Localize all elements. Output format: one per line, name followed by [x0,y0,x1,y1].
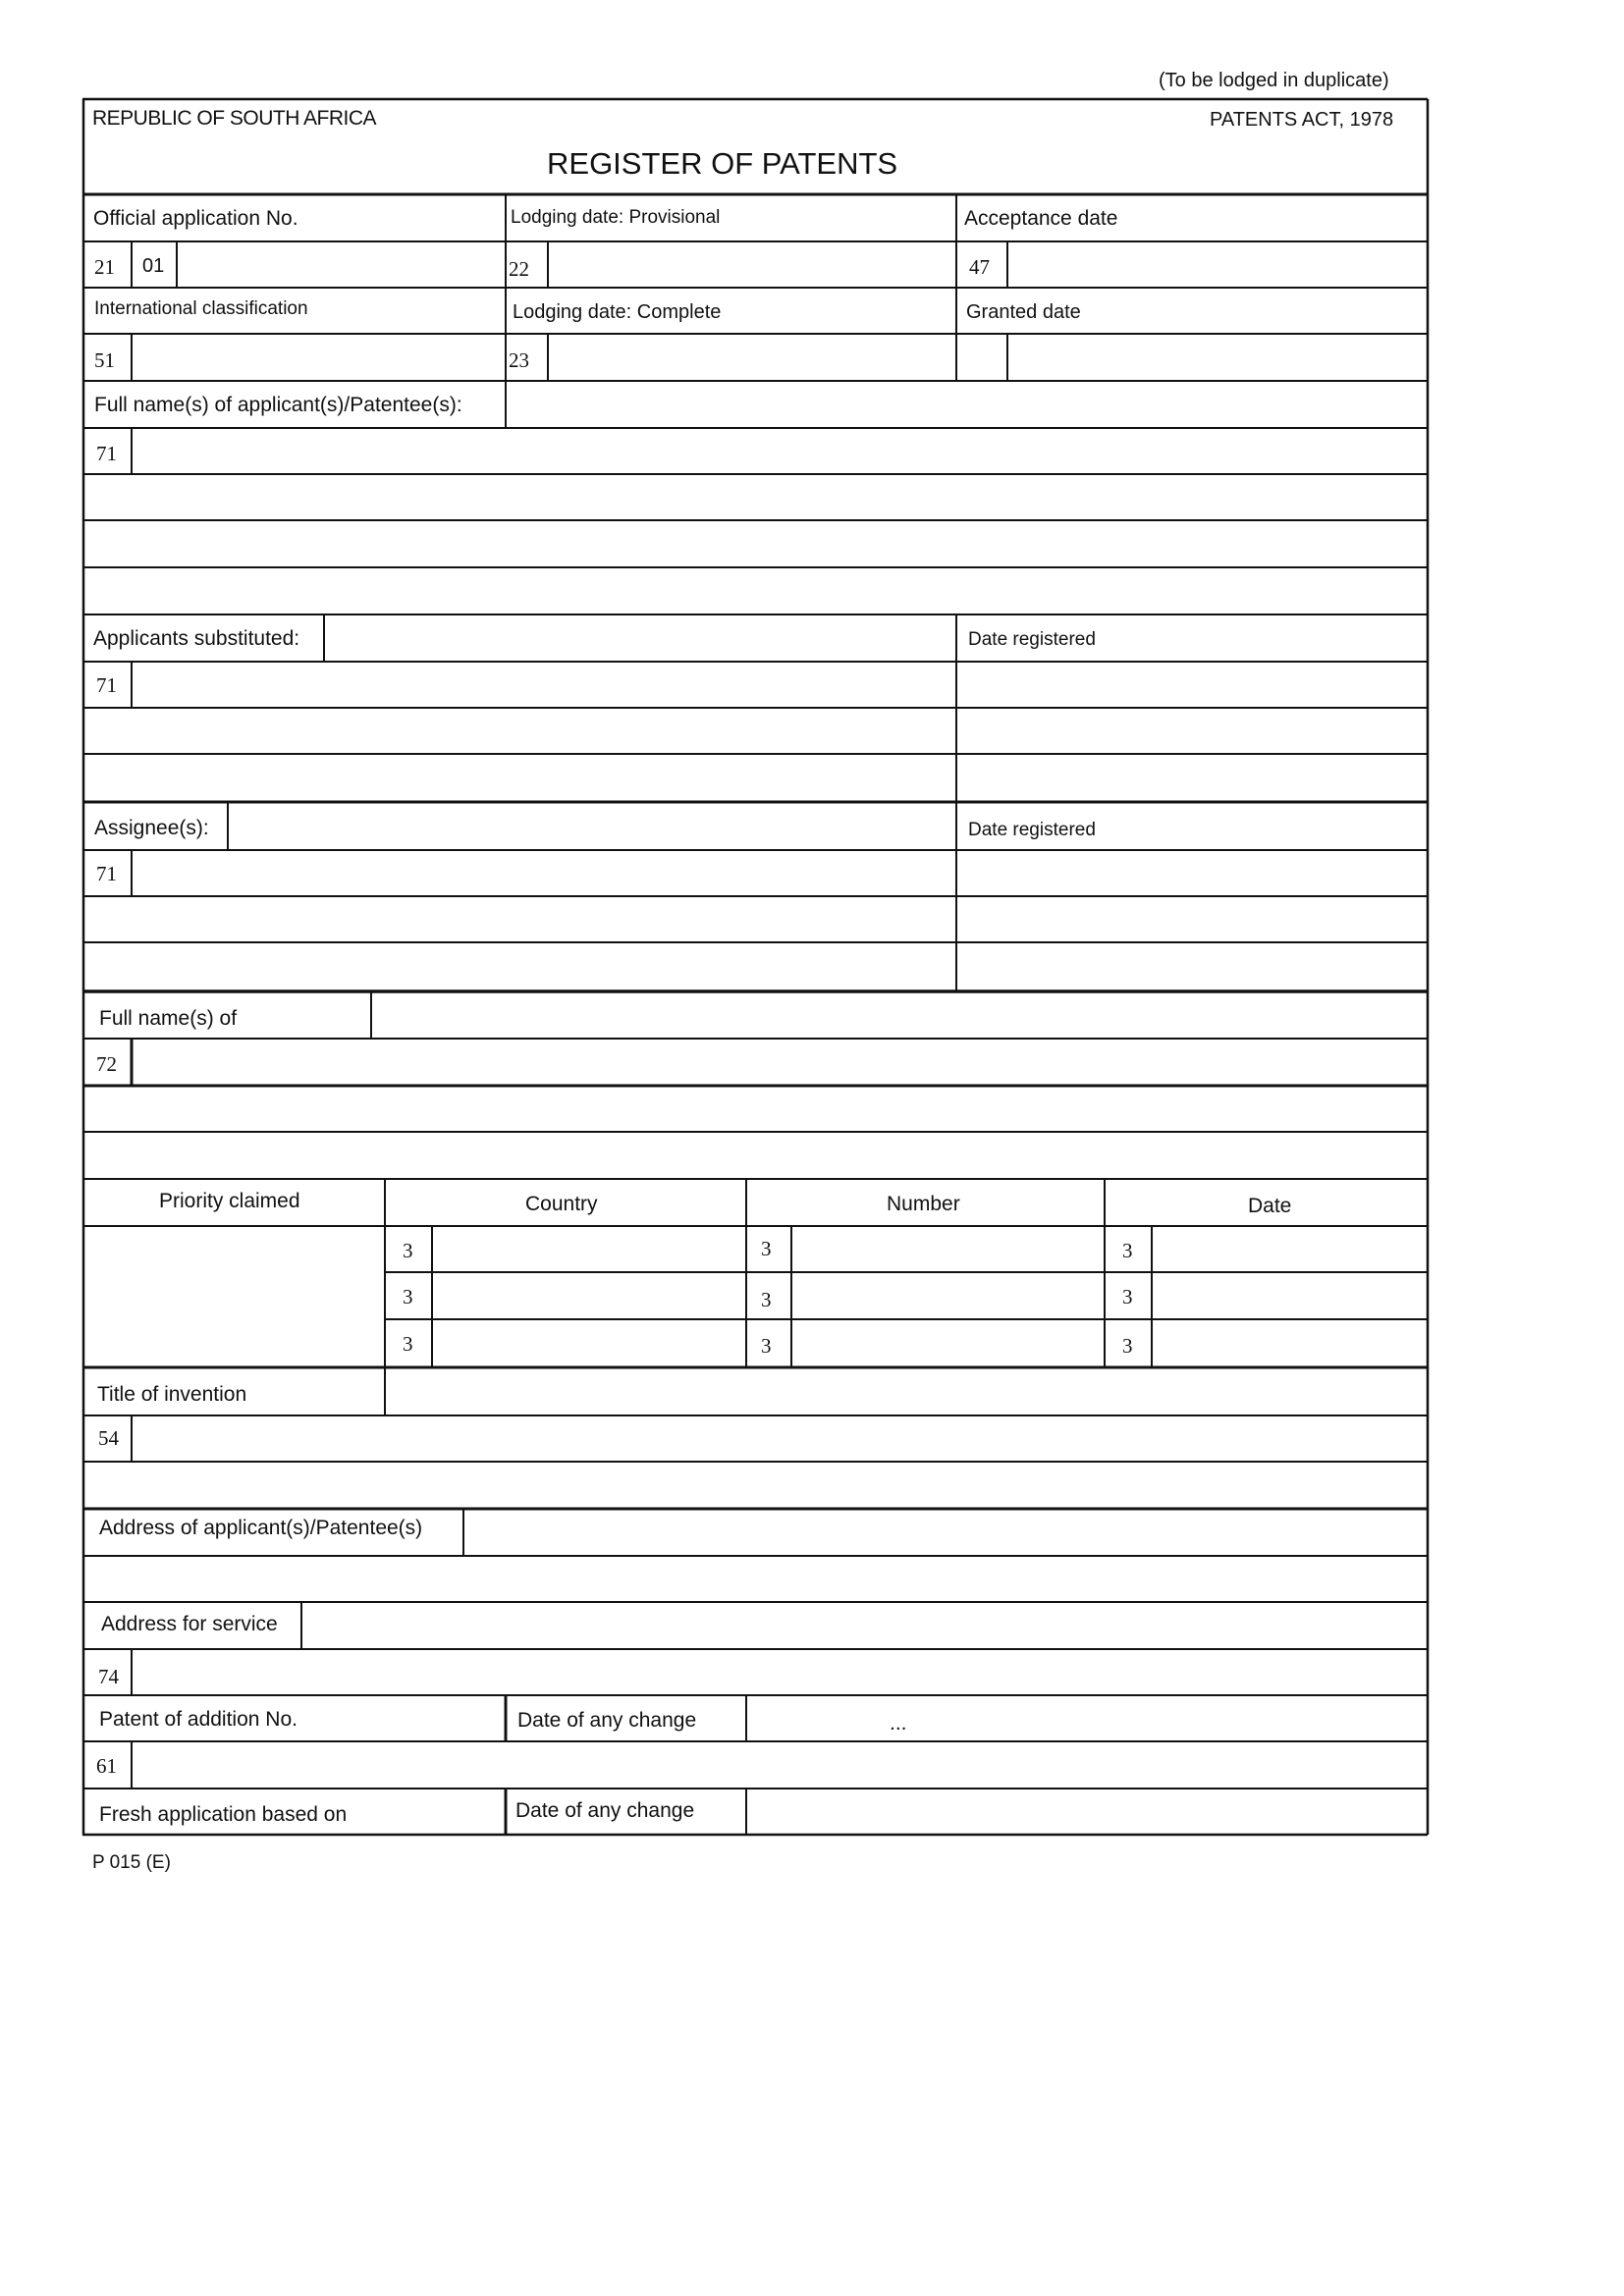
lodging-complete-field[interactable] [550,336,954,379]
code-54: 54 [98,1426,119,1450]
priority-number-header: Number [887,1193,960,1215]
acceptance-date-field[interactable] [1009,243,1426,286]
priority-date-field[interactable] [1154,1228,1426,1270]
code-47: 47 [969,255,990,279]
granted-date-field[interactable] [1009,336,1426,379]
priority-date-header: Date [1248,1195,1292,1217]
code-61: 61 [96,1754,117,1778]
code-74: 74 [98,1665,119,1688]
lodging-provisional-label: Lodging date: Provisional [511,207,721,228]
applicants-field[interactable] [134,430,1426,472]
official-application-label: Official application No. [93,207,298,230]
substituted-date-registered-label: Date registered [968,629,1096,650]
lodging-provisional-field[interactable] [550,243,954,286]
applicants-substituted-label: Applicants substituted: [93,627,300,650]
priority-date-code: 3 [1122,1334,1133,1358]
page-title: REGISTER OF PATENTS [547,146,898,181]
code-71-applicants: 71 [96,442,117,465]
change-ellipsis: ... [890,1712,907,1735]
assignees-date-registered-label: Date registered [968,820,1096,840]
priority-number-code: 3 [761,1288,772,1311]
code-51: 51 [94,348,115,372]
priority-country-code: 3 [403,1285,413,1308]
acceptance-date-label: Acceptance date [964,207,1118,230]
date-of-any-change-label: Date of any change [517,1709,697,1732]
patent-of-addition-field[interactable] [134,1743,1426,1787]
title-of-invention-field[interactable] [134,1417,1426,1460]
date-of-any-change-label: Date of any change [515,1799,695,1822]
priority-date-field[interactable] [1154,1321,1426,1365]
country-heading: REPUBLIC OF SOUTH AFRICA [92,107,377,130]
inventors-label: Full name(s) of [99,1007,238,1030]
address-for-service-label: Address for service [101,1613,278,1635]
priority-country-field[interactable] [434,1274,744,1317]
classification-field[interactable] [134,336,504,379]
official-application-field[interactable] [179,243,504,286]
address-for-service-field[interactable] [134,1651,1426,1693]
code-21: 21 [94,255,115,279]
priority-number-code: 3 [761,1334,772,1358]
assignees-label: Assignee(s): [94,817,209,839]
lodging-complete-label: Lodging date: Complete [513,301,722,323]
code-71-substituted: 71 [96,673,117,697]
act-heading: PATENTS ACT, 1978 [1210,109,1394,131]
priority-country-code: 3 [403,1239,413,1262]
code-72: 72 [96,1052,117,1076]
priority-country-code: 3 [403,1332,413,1356]
address-of-applicant-field[interactable] [465,1511,1426,1554]
applicants-label: Full name(s) of applicant(s)/Patentee(s): [94,394,462,416]
title-of-invention-label: Title of invention [97,1383,247,1406]
code-22: 22 [509,257,529,281]
code-23: 23 [509,348,529,372]
priority-number-field[interactable] [793,1321,1103,1365]
priority-country-field[interactable] [434,1228,744,1270]
code-71-assignees: 71 [96,862,117,885]
form-code: P 015 (E) [92,1852,171,1873]
priority-country-header: Country [525,1193,598,1215]
inventors-field[interactable] [134,1041,1426,1084]
priority-number-field[interactable] [793,1274,1103,1317]
priority-date-code: 3 [1122,1285,1133,1308]
assignees-field[interactable] [134,852,954,894]
code-01: 01 [142,255,165,277]
duplicate-note: (To be lodged in duplicate) [1159,70,1389,91]
priority-number-code: 3 [761,1237,772,1260]
priority-claimed-label: Priority claimed [159,1190,300,1212]
granted-date-label: Granted date [966,301,1081,323]
patent-of-addition-label: Patent of addition No. [99,1708,298,1731]
address-of-applicant-label: Address of applicant(s)/Patentee(s) [99,1517,423,1539]
international-classification-label: International classification [94,298,308,319]
priority-number-field[interactable] [793,1228,1103,1270]
priority-date-field[interactable] [1154,1274,1426,1317]
fresh-application-label: Fresh application based on [99,1803,348,1826]
applicants-substituted-field[interactable] [134,664,954,706]
priority-date-code: 3 [1122,1239,1133,1262]
fresh-application-change-field[interactable] [748,1790,1426,1833]
priority-country-field[interactable] [434,1321,744,1365]
